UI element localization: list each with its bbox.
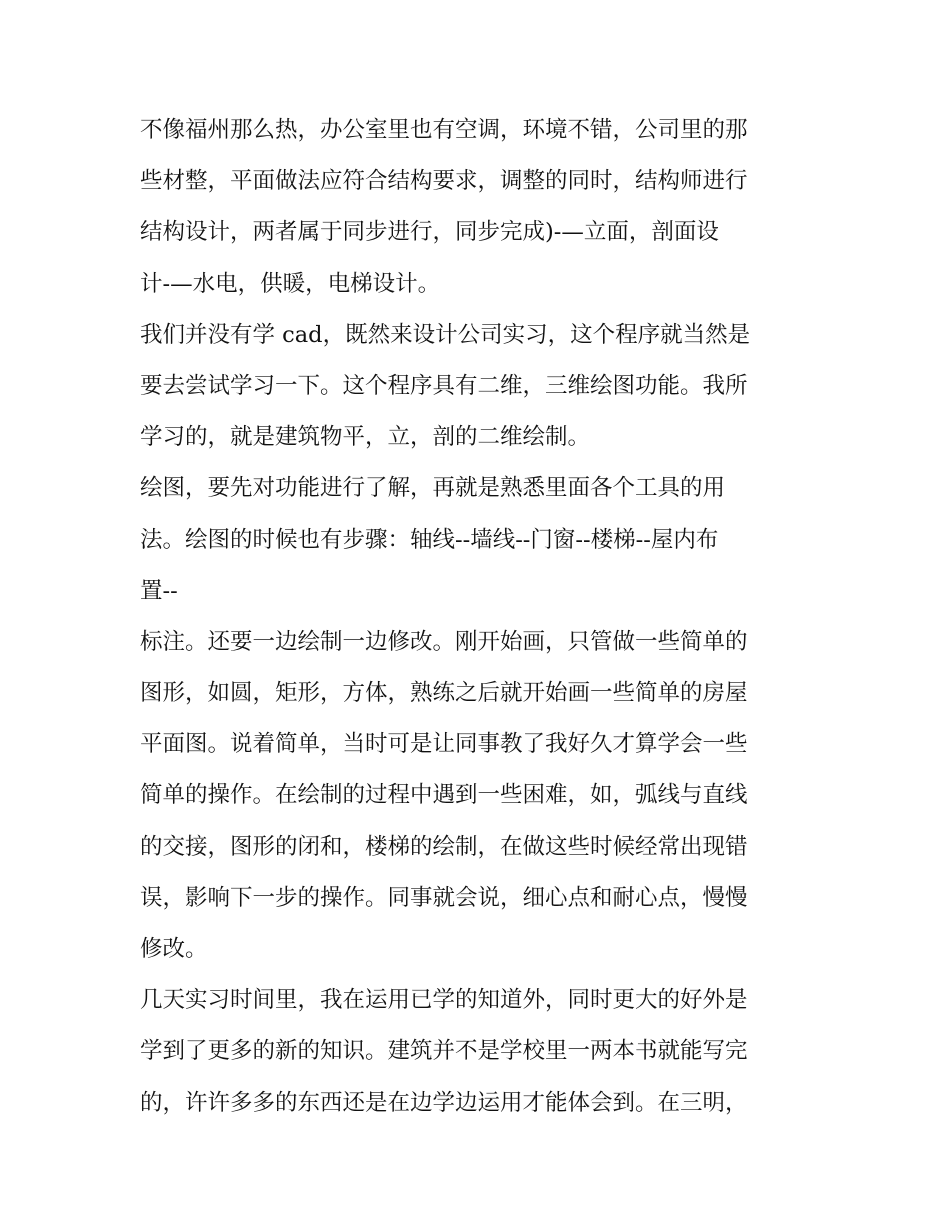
text-line: 学习的，就是建筑物平，立，剖的二维绘制。	[140, 424, 591, 451]
text-line: 几天实习时间里，我在运用已学的知道外，同时更大的好外是	[140, 987, 748, 1014]
text-line: 简单的操作。在绘制的过程中遇到一些困难，如，弧线与直线	[140, 782, 748, 809]
text-line: 计-—水电，供暖，电梯设计。	[140, 270, 441, 297]
text-line: 平面图。说着简单，当时可是让同事教了我好久才算学会一些	[140, 731, 748, 758]
text-line: 法。绘图的时候也有步骤：轴线--墙线--门窗--楼梯--屋内布	[140, 526, 719, 553]
text-line: 标注。还要一边绘制一边修改。刚开始画，只管做一些简单的	[140, 628, 748, 655]
text-line: 绘图，要先对功能进行了解，再就是熟悉里面各个工具的用	[140, 475, 726, 502]
text-line: 不像福州那么热，办公室里也有空调，环境不错，公司里的那	[140, 117, 748, 143]
text-line: 的，许许多多的东西还是在边学边运用才能体会到。在三明，	[140, 1089, 748, 1116]
text-line: 要去尝试学习一下。这个程序具有二维，三维绘图功能。我所	[140, 372, 748, 399]
text-line: 误，影响下一步的操作。同事就会说，细心点和耐心点，慢慢	[140, 884, 748, 911]
text-line: 图形，如圆，矩形，方体，熟练之后就开始画一些简单的房屋	[140, 680, 748, 707]
text-line: 些材整，平面做法应符合结构要求，调整的同时，结构师进行	[140, 168, 748, 195]
text-line: 我们并没有学 cad，既然来设计公司实习，这个程序就当然是	[140, 321, 751, 348]
text-line: 的交接，图形的闭和，楼梯的绘制，在做这些时候经常出现错	[140, 833, 748, 860]
text-line: 结构设计，两者属于同步进行，同步完成)-—立面，剖面设	[140, 219, 719, 246]
text-line: 学到了更多的新的知识。建筑并不是学校里一两本书就能写完	[140, 1038, 748, 1065]
text-line: 修改。	[140, 936, 208, 962]
document-body	[140, 105, 820, 1129]
text-line: 置--	[140, 577, 178, 604]
